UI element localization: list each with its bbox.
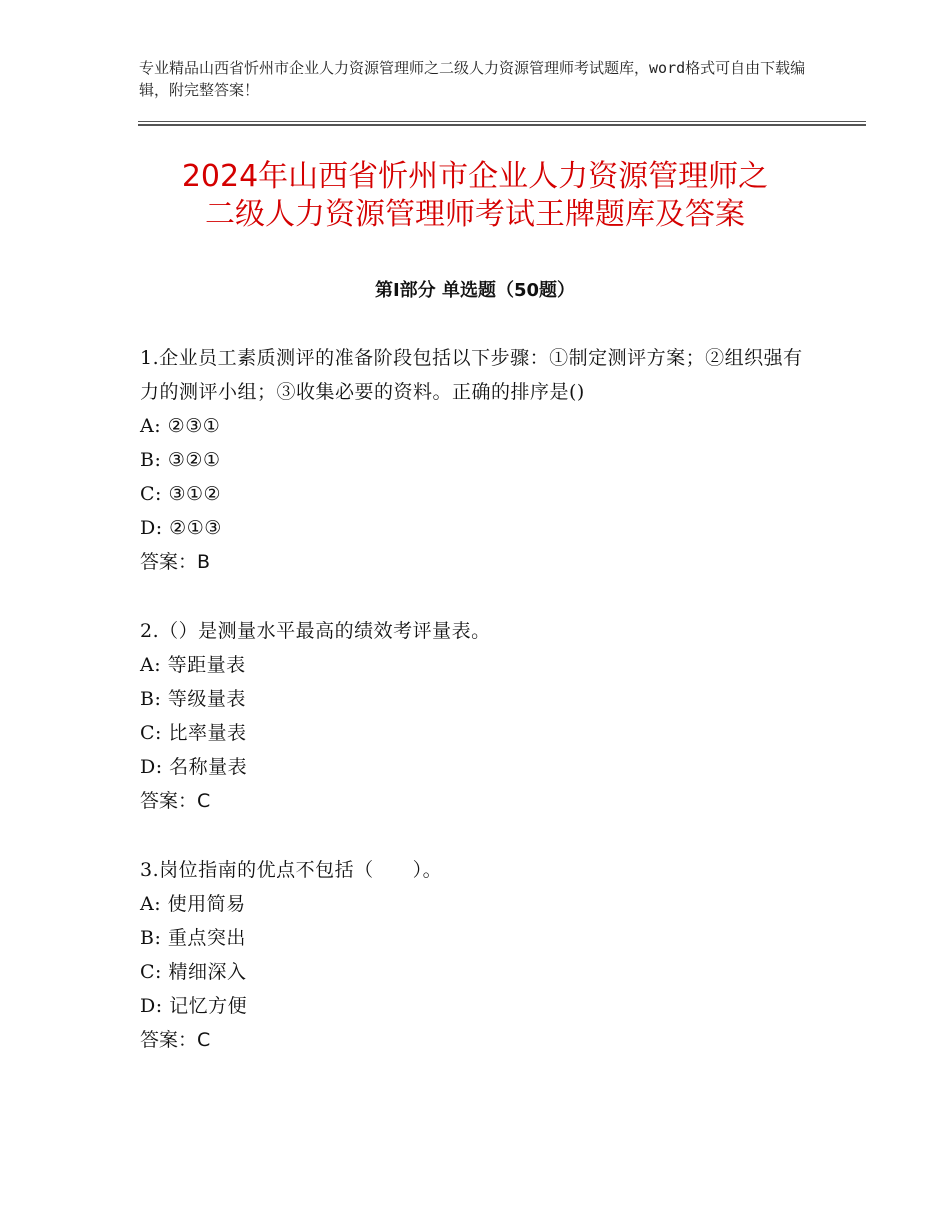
option-c: C: ③①② (140, 483, 222, 505)
option-b: B: 等级量表 (140, 688, 246, 710)
header-note: 专业精品山西省忻州市企业人力资源管理师之二级人力资源管理师考试题库，word格式可自由下载编辑，附完整答案！ (139, 59, 806, 99)
option-c: C: 精细深入 (140, 961, 247, 983)
question-2 (140, 614, 820, 818)
option-c: C: 比率量表 (140, 722, 247, 744)
question-stem: 2.（）是测量水平最高的绩效考评量表。 (140, 620, 491, 642)
answer-line: 答案：C (140, 1029, 211, 1051)
question-1 (140, 341, 820, 579)
option-b: B: 重点突出 (140, 927, 246, 949)
question-3 (140, 853, 820, 1057)
option-d: D: 记忆方便 (140, 995, 248, 1017)
title-line-1: 2024年山西省忻州市企业人力资源管理师之 (181, 159, 769, 194)
question-stem: 1.企业员工素质测评的准备阶段包括以下步骤：①制定测评方案；②组织强有力的测评小组；③收集必要的资料。正确的排序是() (140, 347, 803, 403)
answer-line: 答案：C (140, 790, 211, 812)
option-a: A: 使用简易 (140, 893, 246, 915)
section-heading: 第Ⅰ部分 单选题（50题） (374, 280, 575, 301)
option-a: A: 等距量表 (140, 654, 246, 676)
header-rule-thin (138, 121, 866, 122)
option-d: D: ②①③ (140, 517, 222, 539)
answer-line: 答案：B (140, 551, 211, 573)
option-d: D: 名称量表 (140, 756, 248, 778)
document-title (80, 158, 870, 234)
title-line-2: 二级人力资源管理师考试王牌题库及答案 (205, 197, 745, 232)
option-b: B: ③②① (140, 449, 221, 471)
option-a: A: ②③① (140, 415, 221, 437)
question-stem: 3.岗位指南的优点不包括（ ）。 (140, 859, 443, 881)
header-rule-thick (138, 124, 866, 126)
